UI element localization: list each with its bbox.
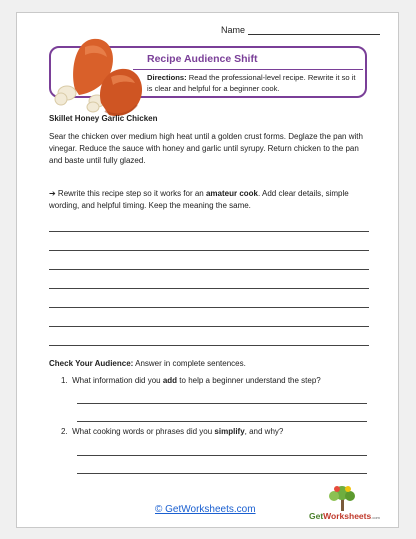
- directions: [147, 72, 357, 94]
- worksheet-page: [16, 12, 399, 528]
- recipe-title: Skillet Honey Garlic Chicken: [49, 114, 158, 123]
- rewrite-instructions: [49, 188, 369, 212]
- answer-line[interactable]: [49, 345, 369, 346]
- title-divider: [133, 69, 363, 70]
- check-label: Check Your Audience:: [49, 359, 134, 368]
- name-label: Name: [221, 25, 246, 35]
- arrow-icon: ➔: [49, 189, 56, 198]
- directions-label: Directions:: [147, 73, 187, 82]
- question-1: [61, 376, 361, 385]
- name-row: [221, 25, 380, 35]
- answer-line[interactable]: [77, 403, 367, 404]
- rewrite-suffix: . Add clear details, simple wording, and helpful timing. Keep the meaning the same.: [49, 189, 349, 210]
- question-text: to help a beginner understand the step?: [177, 376, 321, 385]
- answer-line[interactable]: [49, 326, 369, 327]
- answer-line[interactable]: [49, 250, 369, 251]
- recipe-text: Sear the chicken over medium high heat until a golden crust forms. Deglaze the pan with vinegar. Reduce the sauce with honey and garlic until syrupy. Return chicken to the pan and baste until fully glazed.: [49, 132, 363, 165]
- answer-line[interactable]: [77, 455, 367, 456]
- worksheet-title: Recipe Audience Shift: [147, 53, 258, 65]
- directions-text: Read the professional-level recipe. Rewrite it so it is clear and helpful for a beginner cook.: [147, 73, 356, 93]
- answer-line[interactable]: [49, 307, 369, 308]
- rewrite-prefix: Rewrite this recipe step so it works for an: [55, 189, 206, 198]
- getworksheets-logo: [309, 483, 389, 523]
- question-bold: simplify: [214, 427, 245, 436]
- check-text: Answer in complete sentences.: [133, 359, 246, 368]
- name-field[interactable]: [248, 25, 380, 35]
- answer-line[interactable]: [77, 421, 367, 422]
- question-text: What information did you: [72, 376, 163, 385]
- getworksheets-link[interactable]: © GetWorksheets.com: [155, 504, 256, 515]
- chicken-drumstick-icon: [45, 31, 145, 127]
- question-number: 1.: [61, 376, 68, 385]
- question-bold: add: [162, 376, 178, 385]
- answer-line[interactable]: [49, 231, 369, 232]
- logo-text: GetWorksheets.com: [309, 511, 380, 521]
- answer-line[interactable]: [49, 269, 369, 270]
- question-text: What cooking words or phrases did you: [72, 427, 215, 436]
- question-2: [61, 427, 361, 436]
- answer-line[interactable]: [49, 288, 369, 289]
- question-text: , and why?: [244, 427, 284, 436]
- answer-line[interactable]: [77, 473, 367, 474]
- question-number: 2.: [61, 427, 68, 436]
- tree-icon: [323, 483, 363, 513]
- rewrite-bold: amateur cook: [205, 189, 259, 198]
- check-audience: [49, 359, 246, 368]
